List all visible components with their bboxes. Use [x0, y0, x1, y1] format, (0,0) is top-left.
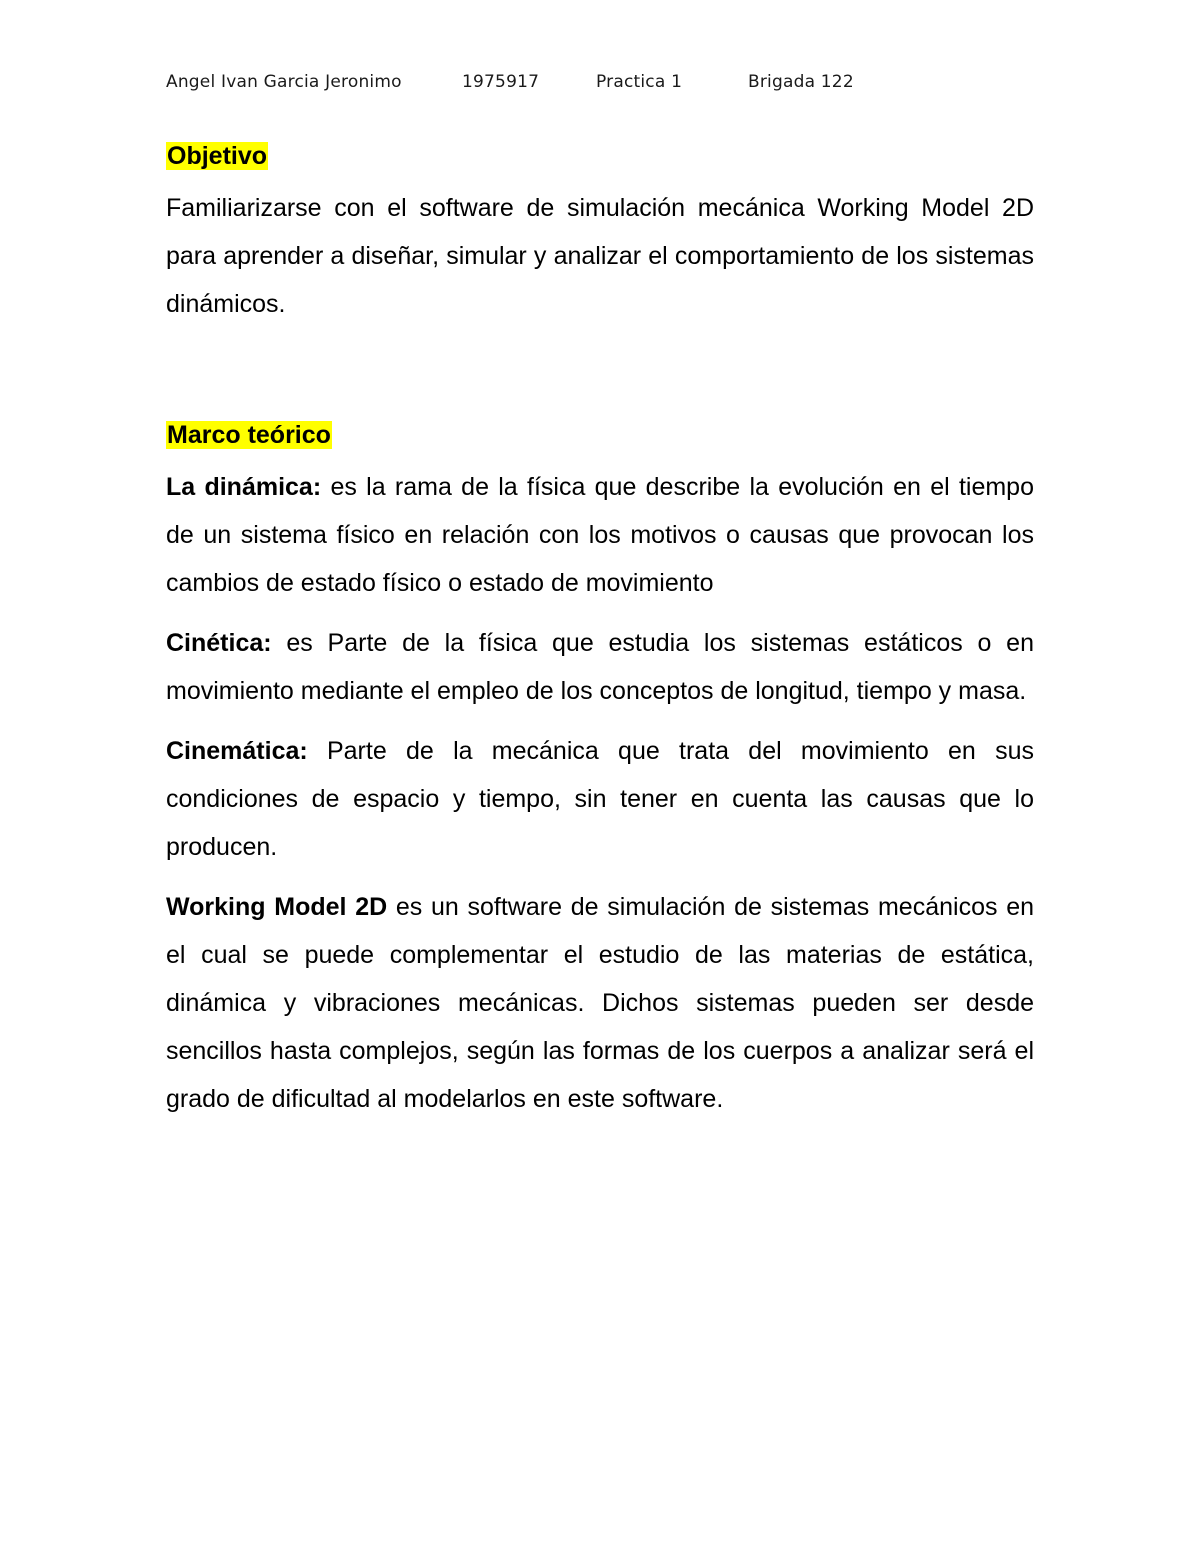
header-student-id: 1975917 [462, 72, 540, 92]
header-brigade: Brigada 122 [748, 72, 854, 92]
definition-text: Parte de la mecánica que trata del movimiento en sus condiciones de espacio y tiempo, sin tener en cuenta las causas que lo producen. [166, 737, 1034, 861]
objective-heading [166, 138, 1034, 174]
page-header [166, 72, 1036, 98]
definition-text: es un software de simulación de sistemas mecánicos en el cual se puede complementar el estudio de las materias de estática, dinámica y vibraciones mecánicas. Dichos sistemas pueden ser desde sencillos hasta complejos, según las formas de los cuerpos a analizar será el grado de dificultad al modelarlos en este software. [166, 893, 1034, 1113]
header-student-name: Angel Ivan Garcia Jeronimo [166, 72, 402, 92]
document-body [166, 138, 1034, 1123]
header-practice: Practica 1 [596, 72, 683, 92]
definition-text: es la rama de la física que describe la evolución en el tiempo de un sistema físico en relación con los motivos o causas que provocan los cambios de estado físico o estado de movimiento [166, 473, 1034, 597]
objective-paragraph: Familiarizarse con el software de simulación mecánica Working Model 2D para aprender a diseñar, simular y analizar el comportamiento de los sistemas dinámicos. [166, 194, 1034, 318]
theory-heading [166, 417, 1034, 453]
definition-cinematica [166, 727, 1034, 871]
objective-heading-highlight: Objetivo [167, 142, 268, 170]
definition-cinetica [166, 619, 1034, 715]
definition-term: Working Model 2D [166, 893, 388, 921]
theory-heading-highlight: Marco teórico [167, 421, 331, 449]
definition-dinamica [166, 463, 1034, 607]
definition-term: Cinética: [166, 629, 272, 657]
definition-working-model [166, 883, 1034, 1123]
definition-text: es Parte de la física que estudia los sistemas estáticos o en movimiento mediante el empleo de los conceptos de longitud, tiempo y masa. [166, 629, 1034, 705]
definition-term: La dinámica: [166, 473, 322, 501]
definition-term: Cinemática: [166, 737, 308, 765]
